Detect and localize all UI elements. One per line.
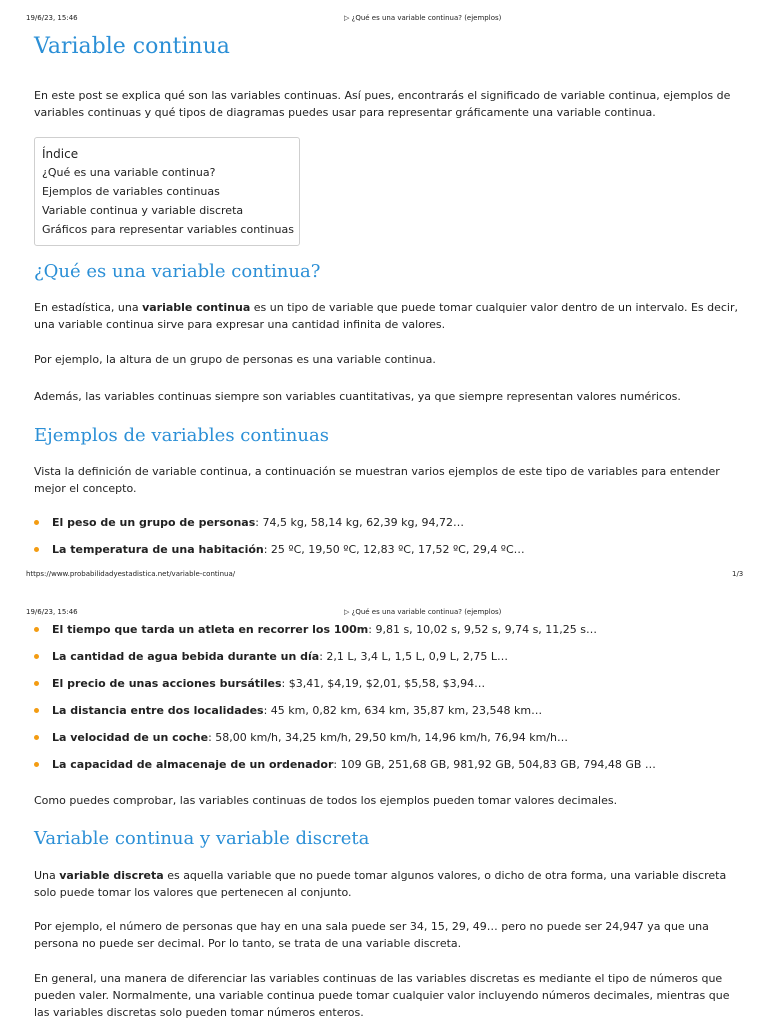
bullet-icon (34, 520, 39, 525)
example-values: : 45 km, 0,82 km, 634 km, 35,87 km, 23,548 km… (263, 704, 543, 717)
toc-link-continua-discreta[interactable]: Variable continua y variable discreta (42, 204, 244, 217)
quantitative-paragraph: Además, las variables continuas siempre son variables cuantitativas, ya que siempre representan valores numéricos. (34, 390, 681, 403)
toc-title: Índice (42, 147, 79, 161)
example-label: La cantidad de agua bebida durante un día (52, 650, 320, 663)
example-paragraph: Por ejemplo, la altura de un grupo de personas es una variable continua. (34, 353, 436, 366)
heading-continua-discreta: Variable continua y variable discreta (34, 828, 370, 849)
discrete-example-paragraph: Por ejemplo, el número de personas que hay en una sala puede ser 34, 15, 29, 49… pero no puede ser 24,947 ya que una persona no puede ser decimal. Por lo tanto, se trata de una variable discreta. (34, 920, 709, 950)
list-item (52, 622, 597, 638)
bullet-icon (34, 681, 39, 686)
example-values: : 74,5 kg, 58,14 kg, 62,39 kg, 94,72… (255, 516, 464, 529)
examples-intro-paragraph: Vista la definición de variable continua, a continuación se muestran varios ejemplos de este tipo de variables para entender mejor el concepto. (34, 465, 720, 495)
example-label: El tiempo que tarda un atleta en recorrer los 100m (52, 623, 369, 636)
example-label: El precio de unas acciones bursátiles (52, 677, 282, 690)
print-page-title-2: ▷ ¿Qué es una variable continua? (ejemplos) (344, 608, 502, 616)
list-item (52, 542, 525, 558)
example-values: : 109 GB, 251,68 GB, 981,92 GB, 504,83 GB, 794,48 GB … (333, 758, 656, 771)
list-item (52, 730, 568, 746)
bullet-icon (34, 547, 39, 552)
print-page-title: ▷ ¿Qué es una variable continua? (ejemplos) (344, 14, 502, 22)
example-label: El peso de un grupo de personas (52, 516, 256, 529)
example-label: La velocidad de un coche (52, 731, 209, 744)
print-date-2: 19/6/23, 15:46 (26, 608, 78, 616)
print-date: 19/6/23, 15:46 (26, 14, 78, 22)
heading-ejemplos: Ejemplos de variables continuas (34, 425, 329, 446)
intro-paragraph: En este post se explica qué son las variables continuas. Así pues, encontrarás el significado de variable continua, ejemplos de variables continuas y qué tipos de diagramas puedes usar para representar gráficamente una variable continua. (34, 89, 731, 119)
discrete-text-start: Una (34, 869, 60, 882)
list-item (52, 649, 508, 665)
definition-text-end: es un tipo de variable que puede tomar cualquier valor dentro de un intervalo. Es decir, una variable continua sirve para expresar una cantidad infinita de valores. (34, 301, 738, 331)
example-values: : 9,81 s, 10,02 s, 9,52 s, 9,74 s, 11,25 s… (368, 623, 598, 636)
bullet-icon (34, 654, 39, 659)
print-url[interactable]: https://www.probabilidadyestadistica.net/variable-continua/ (26, 570, 236, 578)
example-label: La capacidad de almacenaje de un ordenador (52, 758, 334, 771)
page-title: Variable continua (34, 34, 230, 59)
toc-link-graficos[interactable]: Gráficos para representar variables continuas (42, 223, 294, 236)
definition-paragraph (34, 299, 739, 333)
heading-que-es: ¿Qué es una variable continua? (34, 261, 321, 282)
example-values: : 2,1 L, 3,4 L, 1,5 L, 0,9 L, 2,75 L… (319, 650, 508, 663)
example-label: La distancia entre dos localidades (52, 704, 264, 717)
list-item (52, 515, 464, 531)
bullet-icon (34, 735, 39, 740)
page-number: 1/3 (732, 570, 744, 578)
list-item (52, 703, 542, 719)
toc-link-que-es[interactable]: ¿Qué es una variable continua? (42, 166, 216, 179)
bullet-icon (34, 627, 39, 632)
definition-text-start: En estadística, una (34, 301, 143, 314)
bullet-icon (34, 708, 39, 713)
decimals-paragraph: Como puedes comprobar, las variables continuas de todos los ejemplos pueden tomar valores decimales. (34, 794, 618, 807)
table-of-contents (34, 137, 300, 246)
definition-term: variable continua (142, 301, 251, 314)
bullet-icon (34, 762, 39, 767)
discrete-text-end: es aquella variable que no puede tomar algunos valores, o dicho de otra forma, una variable discreta solo puede tomar los valores que pertenecen al conjunto. (34, 869, 727, 899)
example-label: La temperatura de una habitación (52, 543, 264, 556)
list-item (52, 757, 656, 773)
general-difference-paragraph: En general, una manera de diferenciar las variables continuas de las variables discretas es mediante el tipo de números que pueden valer. Normalmente, una variable continua puede tomar cualquier valor incluyendo números decimales, mientras que las variables discretas solo pueden tomar números enteros. (34, 972, 730, 1019)
example-values: : 25 ºC, 19,50 ºC, 12,83 ºC, 17,52 ºC, 29,4 ºC… (263, 543, 525, 556)
discrete-term: variable discreta (59, 869, 164, 882)
discrete-definition-paragraph (34, 867, 739, 901)
toc-link-ejemplos[interactable]: Ejemplos de variables continuas (42, 185, 220, 198)
list-item (52, 676, 485, 692)
example-values: : $3,41, $4,19, $2,01, $5,58, $3,94… (281, 677, 486, 690)
example-values: : 58,00 km/h, 34,25 km/h, 29,50 km/h, 14,96 km/h, 76,94 km/h… (208, 731, 568, 744)
